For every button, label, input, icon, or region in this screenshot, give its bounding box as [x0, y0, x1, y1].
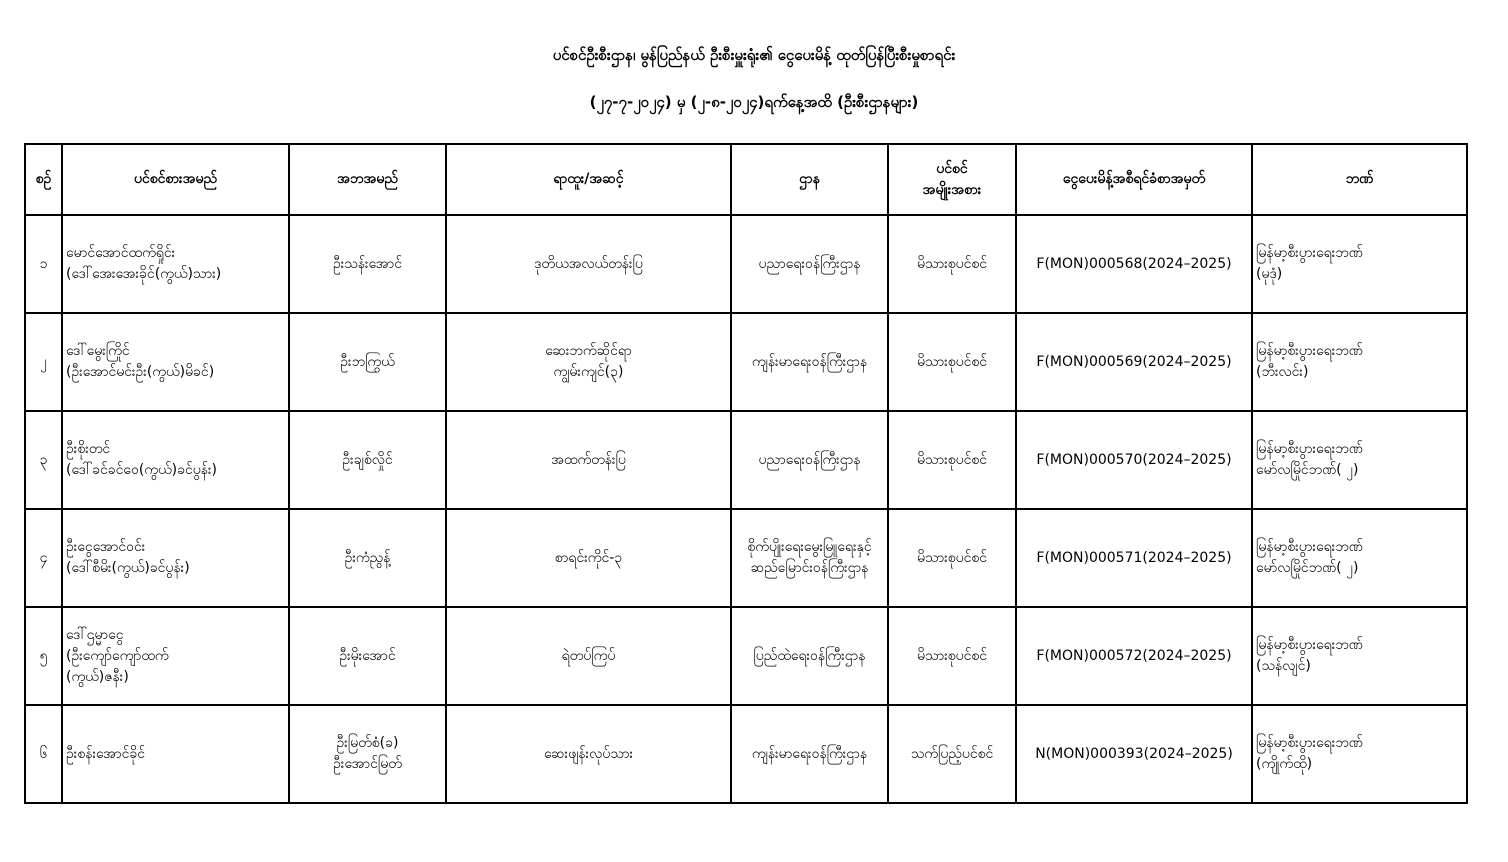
cell-department-line: ပညာရေးဝန်ကြီးဌာန — [758, 255, 861, 272]
cell-department-line: ကျန်းမာရေးဝန်ကြီးဌာန — [751, 353, 868, 370]
cell-department — [731, 509, 888, 607]
cell-rank — [446, 509, 731, 607]
cell-pensioner-name — [62, 705, 289, 803]
cell-father-name-line: ဦးမြတ်စံ(ခ) — [336, 735, 399, 751]
cell-order-number: N(MON)000393(2024–2025) — [1016, 705, 1252, 803]
cell-order-number: F(MON)000569(2024–2025) — [1016, 313, 1252, 411]
header-order-number: ငွေပေးမိန့်အစီရင်ခံစာအမှတ် — [1016, 144, 1252, 215]
cell-bank-line: မော်လမြိုင်ဘဏ်( ၂) — [1256, 462, 1359, 478]
cell-rank — [446, 607, 731, 705]
cell-pensioner-name-line: (ကွယ်)ဇနီး) — [66, 668, 129, 685]
cell-department-line: ပညာရေးဝန်ကြီးဌာန — [758, 451, 861, 468]
cell-rank-line: ဒုတိယအလယ်တန်းပြ — [534, 255, 643, 272]
cell-father-name-line: ဦးမိုးအောင် — [339, 647, 396, 664]
cell-no: ၄ — [25, 509, 62, 607]
header-pension-type-line2: အမျိုးအစား — [922, 181, 982, 198]
cell-pensioner-name-line: ဦးစန်းအောင်ခိုင် — [66, 745, 146, 762]
cell-father-name — [289, 607, 446, 705]
header-rank: ရာထူး/အဆင့် — [446, 144, 731, 215]
cell-pension-type: မိသားစုပင်စင် — [888, 313, 1016, 411]
cell-pension-type: မိသားစုပင်စင် — [888, 607, 1016, 705]
cell-department-line: စိုက်ပျိုးရေးမွေးမြူရေးနှင့် — [747, 539, 872, 555]
cell-father-name — [289, 313, 446, 411]
cell-bank — [1252, 215, 1467, 313]
cell-rank-line: ကျွမ်းကျင်(၃) — [553, 364, 624, 380]
table-row — [25, 411, 1467, 509]
cell-department-line: ကျန်းမာရေးဝန်ကြီးဌာန — [751, 745, 868, 762]
cell-bank — [1252, 509, 1467, 607]
cell-rank-line: ရဲတပ်ကြပ် — [561, 647, 616, 664]
document-subtitle-date-range: (၂၇-၇-၂၀၂၄) မှ (၂-၈-၂၀၂၄)ရက်နေ့အထိ (ဦးစီးဌာနများ) — [589, 93, 919, 111]
cell-department — [731, 607, 888, 705]
header-pension-type-line1: ပင်စင် — [936, 160, 968, 177]
cell-bank-line: (ကျိုက်ထို) — [1256, 756, 1313, 772]
cell-department-line: ဆည်မြောင်းဝန်ကြီးဌာန — [750, 560, 869, 576]
cell-bank — [1252, 705, 1467, 803]
cell-father-name-line: ဦးကံညွန့် — [344, 549, 391, 566]
cell-pensioner-name-line: (ဒေါ်အေးအေးခိုင်(ကွယ်)သား) — [66, 266, 222, 282]
header-bank: ဘဏ် — [1252, 144, 1467, 215]
cell-pensioner-name-line: (ဦးကျော်ကျော်ထက် — [66, 647, 169, 664]
cell-pensioner-name-line: ဒေါ်မွေးကြိုင် — [66, 343, 130, 359]
cell-pensioner-name-line: ဦးငွေအောင်ဝင်း — [66, 539, 146, 555]
cell-department — [731, 411, 888, 509]
cell-father-name-line: ဦးအောင်မြတ် — [333, 756, 402, 772]
cell-pensioner-name — [62, 215, 289, 313]
cell-pensioner-name-line: ဦးစိုးတင် — [66, 441, 111, 457]
cell-bank-line: (မုဒုံ) — [1256, 266, 1283, 282]
table-header-row — [25, 144, 1467, 215]
table-row — [25, 607, 1467, 705]
header-department: ဌာန — [731, 144, 888, 215]
table-row — [25, 313, 1467, 411]
cell-bank-line: မော်လမြိုင်ဘဏ်( ၂) — [1256, 560, 1359, 576]
document-title: ပင်စင်ဦးစီးဌာန၊ မွန်ပြည်နယ် ဦးစီးမှူးရုံး၏ ငွေပေးမိန့် ထုတ်ပြန်ပြီးစီးမှုစာရင်း — [552, 46, 956, 64]
cell-father-name — [289, 509, 446, 607]
cell-pension-type: မိသားစုပင်စင် — [888, 215, 1016, 313]
cell-bank — [1252, 313, 1467, 411]
cell-rank-line: အထက်တန်းပြ — [551, 451, 626, 468]
cell-bank — [1252, 607, 1467, 705]
cell-rank — [446, 411, 731, 509]
cell-rank — [446, 313, 731, 411]
cell-department-line: ပြည်ထဲရေးဝန်ကြီးဌာန — [753, 647, 866, 664]
cell-bank-line: မြန်မာ့စီးပွားရေးဘဏ် — [1256, 637, 1363, 653]
cell-no: ၂ — [25, 313, 62, 411]
cell-father-name-line: ဦးချစ်လှိုင် — [342, 451, 393, 468]
cell-rank — [446, 705, 731, 803]
cell-bank-line: မြန်မာ့စီးပွားရေးဘဏ် — [1256, 539, 1363, 555]
pension-orders-table — [24, 143, 1468, 804]
cell-pensioner-name-line: (ဦးအောင်မင်းဦး(ကွယ်)မိခင်) — [66, 364, 215, 380]
cell-pensioner-name — [62, 607, 289, 705]
cell-bank-line: မြန်မာ့စီးပွားရေးဘဏ် — [1256, 245, 1363, 261]
cell-father-name-line: ဦးသန်းအောင် — [332, 255, 403, 272]
cell-father-name — [289, 411, 446, 509]
cell-pension-type: မိသားစုပင်စင် — [888, 411, 1016, 509]
cell-order-number: F(MON)000571(2024–2025) — [1016, 509, 1252, 607]
cell-order-number: F(MON)000570(2024–2025) — [1016, 411, 1252, 509]
cell-department — [731, 313, 888, 411]
header-pensioner-name: ပင်စင်စားအမည် — [62, 144, 289, 215]
cell-pensioner-name-line: ဒေါ်ဌမ္မာငွေ — [66, 626, 124, 643]
cell-father-name — [289, 705, 446, 803]
cell-father-name — [289, 215, 446, 313]
cell-no: ၃ — [25, 411, 62, 509]
cell-rank-line: စာရင်းကိုင်-၃ — [554, 549, 623, 566]
cell-rank-line: ဆေးဘက်ဆိုင်ရာ — [545, 343, 632, 359]
cell-department — [731, 705, 888, 803]
header-no: စဉ် — [25, 144, 62, 215]
cell-order-number: F(MON)000568(2024–2025) — [1016, 215, 1252, 313]
cell-bank-line: (ဘီးလင်း) — [1256, 364, 1309, 380]
cell-pensioner-name — [62, 313, 289, 411]
cell-department — [731, 215, 888, 313]
cell-father-name-line: ဦးဘကြွယ် — [340, 353, 395, 370]
cell-pensioner-name-line: (ဒေါ်ခင်ခင်ဝေ(ကွယ်)ခင်ပွန်း) — [66, 462, 217, 478]
table-row — [25, 215, 1467, 313]
table-row — [25, 705, 1467, 803]
header-father-name: အဘအမည် — [289, 144, 446, 215]
cell-no: ၁ — [25, 215, 62, 313]
cell-pensioner-name — [62, 509, 289, 607]
cell-bank-line: မြန်မာ့စီးပွားရေးဘဏ် — [1256, 343, 1363, 359]
cell-no: ၅ — [25, 607, 62, 705]
table-body — [25, 215, 1467, 803]
cell-no: ၆ — [25, 705, 62, 803]
cell-pensioner-name-line: (ဒေါ်စီမိး(ကွယ်)ခင်ပွန်း) — [66, 560, 190, 576]
table-row — [25, 509, 1467, 607]
cell-bank-line: မြန်မာ့စီးပွားရေးဘဏ် — [1256, 735, 1363, 751]
cell-pension-type: မိသားစုပင်စင် — [888, 509, 1016, 607]
header-pension-type — [888, 144, 1016, 215]
cell-bank — [1252, 411, 1467, 509]
cell-rank — [446, 215, 731, 313]
cell-bank-line: (သန်လျင်) — [1256, 658, 1311, 674]
cell-pensioner-name — [62, 411, 289, 509]
cell-bank-line: မြန်မာ့စီးပွားရေးဘဏ် — [1256, 441, 1363, 457]
cell-order-number: F(MON)000572(2024–2025) — [1016, 607, 1252, 705]
cell-pensioner-name-line: မောင်အောင်ထက်ရှိုင်း — [66, 245, 176, 261]
cell-rank-line: ဆေးဖျန်းလုပ်သား — [543, 745, 634, 762]
cell-pension-type: သက်ပြည့်ပင်စင် — [888, 705, 1016, 803]
